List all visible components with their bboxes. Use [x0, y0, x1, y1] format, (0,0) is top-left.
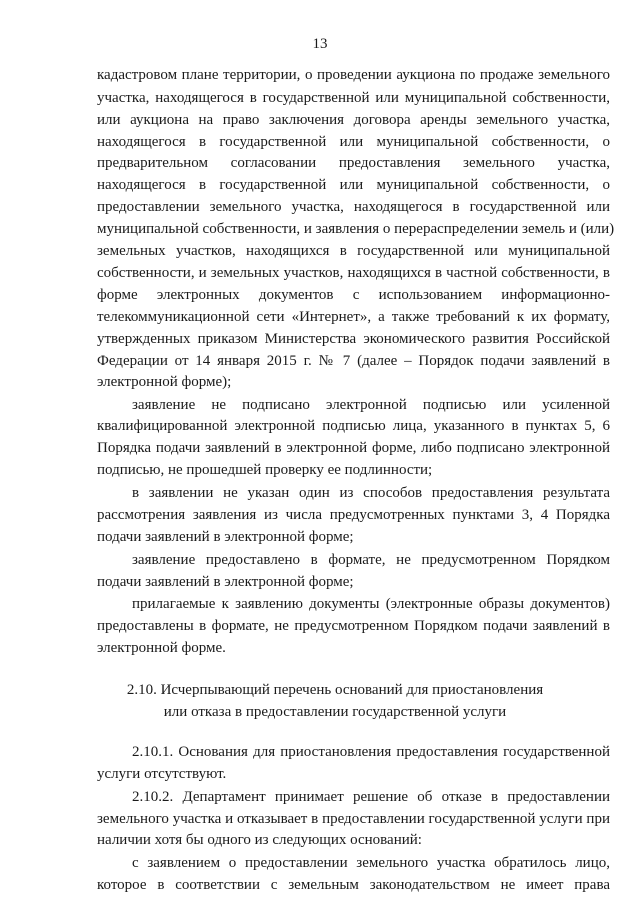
text-line: электронной форме); [97, 374, 232, 390]
text-line: электронной форме. [97, 640, 226, 656]
text-line: 2.10.2. Департамент принимает решение об отказе в предоставлении [132, 789, 610, 805]
text-line: подписью, не прошедшей проверку ее подлинности; [97, 462, 433, 478]
text-line: с заявлением о предоставлении земельного участка обратилось лицо, [132, 855, 610, 871]
text-line: наличии хотя бы одного из следующих оснований: [97, 832, 422, 848]
text-line: прилагаемые к заявлению документы (электронные образы документов) [132, 596, 610, 612]
text-line: квалифицированной электронной подписью лица, указанного в пунктах 5, 6 [97, 418, 610, 434]
text-line: собственности, и земельных участков, находящихся в частной собственности, в [97, 265, 610, 281]
text-line: в заявлении не указан один из способов предоставления результата [132, 485, 610, 501]
text-line: заявление не подписано электронной подписью или усиленной [132, 397, 610, 413]
text-line: форме электронных документов с использованием информационно- [97, 287, 610, 303]
text-line: участка, находящегося в государственной или муниципальной собственности, [97, 90, 610, 106]
text-line: рассмотрения заявления из числа предусмотренных пунктами 3, 4 Порядка [97, 507, 610, 523]
text-line: предоставлении земельного участка, находящегося в государственной или [97, 199, 610, 215]
text-line: услуги отсутствуют. [97, 766, 227, 782]
text-line: земельного участка и отказывает в предоставлении государственной услуги при [97, 811, 610, 827]
section-heading: или отказа в предоставлении государственной услуги [163, 704, 507, 720]
text-line: находящегося в государственной или муниципальной собственности, о [97, 177, 610, 193]
text-line: 2.10.1. Основания для приостановления предоставления государственной [132, 744, 610, 760]
text-line: земельных участков, находящихся в государственной или муниципальной [97, 243, 610, 259]
text-line: Порядка подачи заявлений в электронной форме, либо подписано электронной [97, 440, 610, 456]
text-line: предоставлены в формате, не предусмотренном Порядком подачи заявлений в [97, 618, 610, 634]
text-line: заявление предоставлено в формате, не предусмотренном Порядком [132, 552, 610, 568]
text-line: предварительном согласовании предоставления земельного участка, [97, 155, 610, 171]
section-heading: 2.10. Исчерпывающий перечень оснований для приостановления [126, 682, 544, 698]
text-line: телекоммуникационной сети «Интернет», а также требований к их формату, [97, 309, 610, 325]
text-line: утвержденных приказом Министерства экономического развития Российской [97, 331, 610, 347]
text-line: кадастровом плане территории, о проведении аукциона по продаже земельного [97, 67, 610, 83]
text-line: которое в соответствии с земельным законодательством не имеет права [97, 877, 610, 893]
page-number: 13 [312, 36, 328, 52]
text-line: Федерации от 14 января 2015 г. № 7 (далее – Порядок подачи заявлений в [97, 353, 610, 369]
text-line: или аукциона на право заключения договора аренды земельного участка, [97, 112, 610, 128]
text-line: находящегося в государственной или муниципальной собственности, о [97, 134, 610, 150]
text-line: муниципальной собственности, и заявления о перераспределении земель и (или) [97, 221, 615, 237]
text-line: подачи заявлений в электронной форме; [97, 574, 354, 590]
text-line: подачи заявлений в электронной форме; [97, 529, 354, 545]
